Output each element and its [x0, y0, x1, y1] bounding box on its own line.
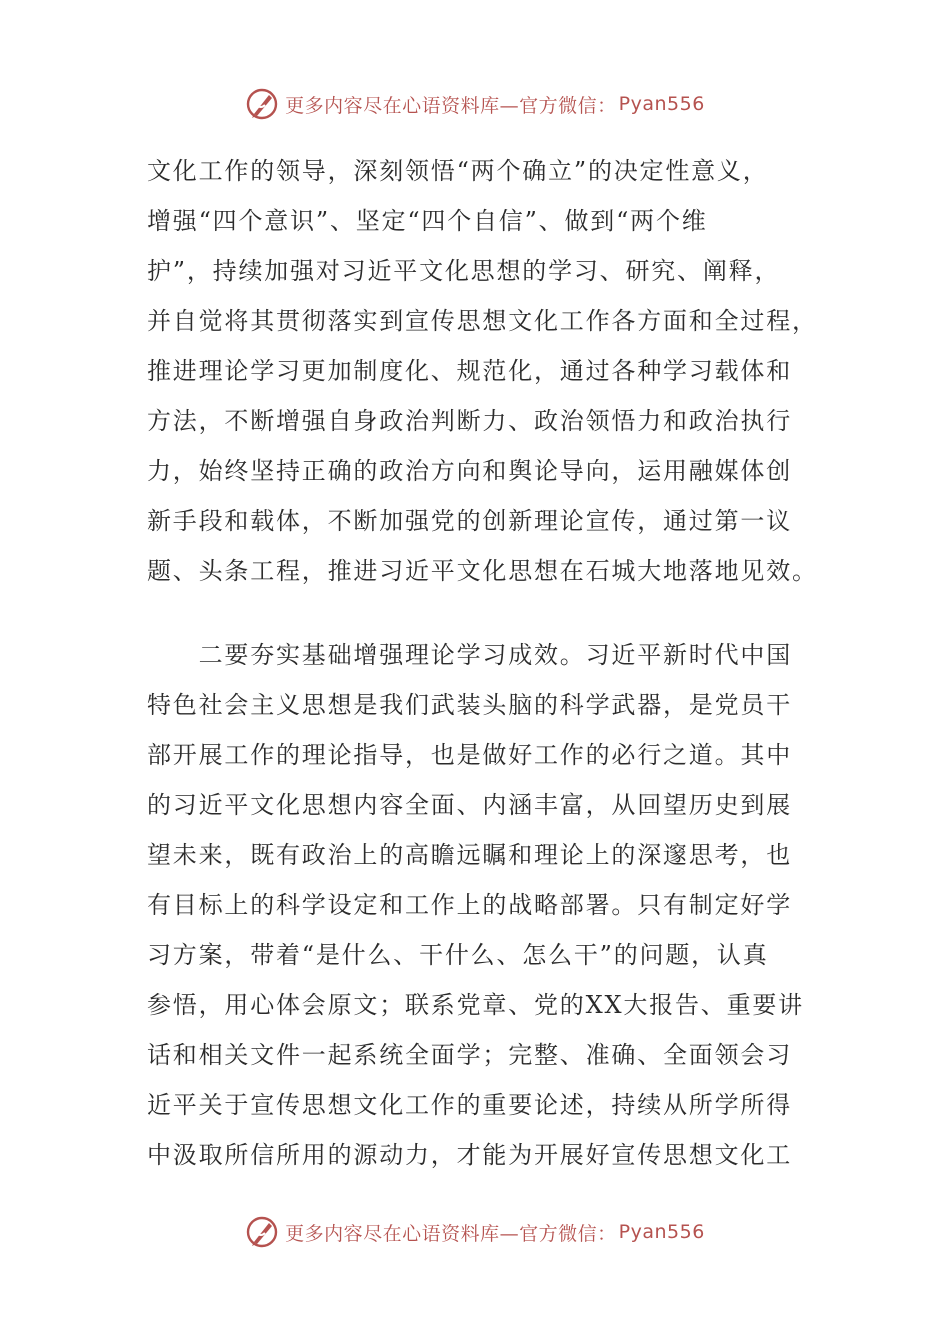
- text-line: 中汲取所信所用的源动力，才能为开展好宣传思想文化工: [147, 1141, 792, 1169]
- text-line: 近平关于宣传思想文化工作的重要论述，持续从所学所得: [147, 1091, 792, 1119]
- pen-logo-icon: [245, 1215, 279, 1249]
- watermark-text: 更多内容尽在心语资料库—官方微信：: [285, 1222, 617, 1245]
- text-line: 的习近平文化思想内容全面、内涵丰富，从回望历史到展: [147, 791, 792, 819]
- header-watermark: [0, 84, 950, 124]
- paragraph-spacer: [147, 596, 797, 630]
- watermark-wechat-id: Pyan556: [618, 1221, 705, 1243]
- text-line: 推进理论学习更加制度化、规范化，通过各种学习载体和: [147, 357, 792, 385]
- text-line: 力，始终坚持正确的政治方向和舆论导向，运用融媒体创: [147, 457, 792, 485]
- text-line: 护”，持续加强对习近平文化思想的学习、研究、阐释，: [147, 257, 781, 285]
- text-line: 有目标上的科学设定和工作上的战略部署。只有制定好学: [147, 891, 792, 919]
- text-line: 参悟，用心体会原文；联系党章、党的XX大报告、重要讲: [147, 991, 804, 1019]
- text-line: 文化工作的领导，深刻领悟“两个确立”的决定性意义，: [147, 157, 769, 185]
- text-line: 话和相关文件一起系统全面学；完整、准确、全面领会习: [147, 1041, 792, 1069]
- text-line: 习方案，带着“是什么、干什么、怎么干”的问题，认真: [147, 941, 769, 969]
- text-line: 方法，不断增强自身政治判断力、政治领悟力和政治执行: [147, 407, 792, 435]
- text-line: 增强“四个意识”、坚定“四个自信”、做到“两个维: [147, 207, 708, 235]
- text-line: 题、头条工程，推进习近平文化思想在石城大地落地见效。: [147, 557, 818, 585]
- footer-watermark: [0, 1212, 950, 1252]
- paragraph-2: [147, 630, 804, 1180]
- text-line: 新手段和载体，不断加强党的创新理论宣传，通过第一议: [147, 507, 792, 535]
- paragraph-1: [147, 146, 818, 596]
- watermark-wechat-id: Pyan556: [618, 93, 705, 115]
- text-line: 二要夯实基础增强理论学习成效。习近平新时代中国: [147, 641, 792, 669]
- text-line: 望未来，既有政治上的高瞻远瞩和理论上的深邃思考，也: [147, 841, 792, 869]
- watermark-text: 更多内容尽在心语资料库—官方微信：: [285, 94, 617, 117]
- text-line: 部开展工作的理论指导，也是做好工作的必行之道。其中: [147, 741, 792, 769]
- document-body: [147, 146, 818, 1180]
- pen-logo-icon: [245, 87, 279, 121]
- text-line: 并自觉将其贯彻落实到宣传思想文化工作各方面和全过程，: [147, 307, 818, 335]
- text-line: 特色社会主义思想是我们武装头脑的科学武器，是党员干: [147, 691, 792, 719]
